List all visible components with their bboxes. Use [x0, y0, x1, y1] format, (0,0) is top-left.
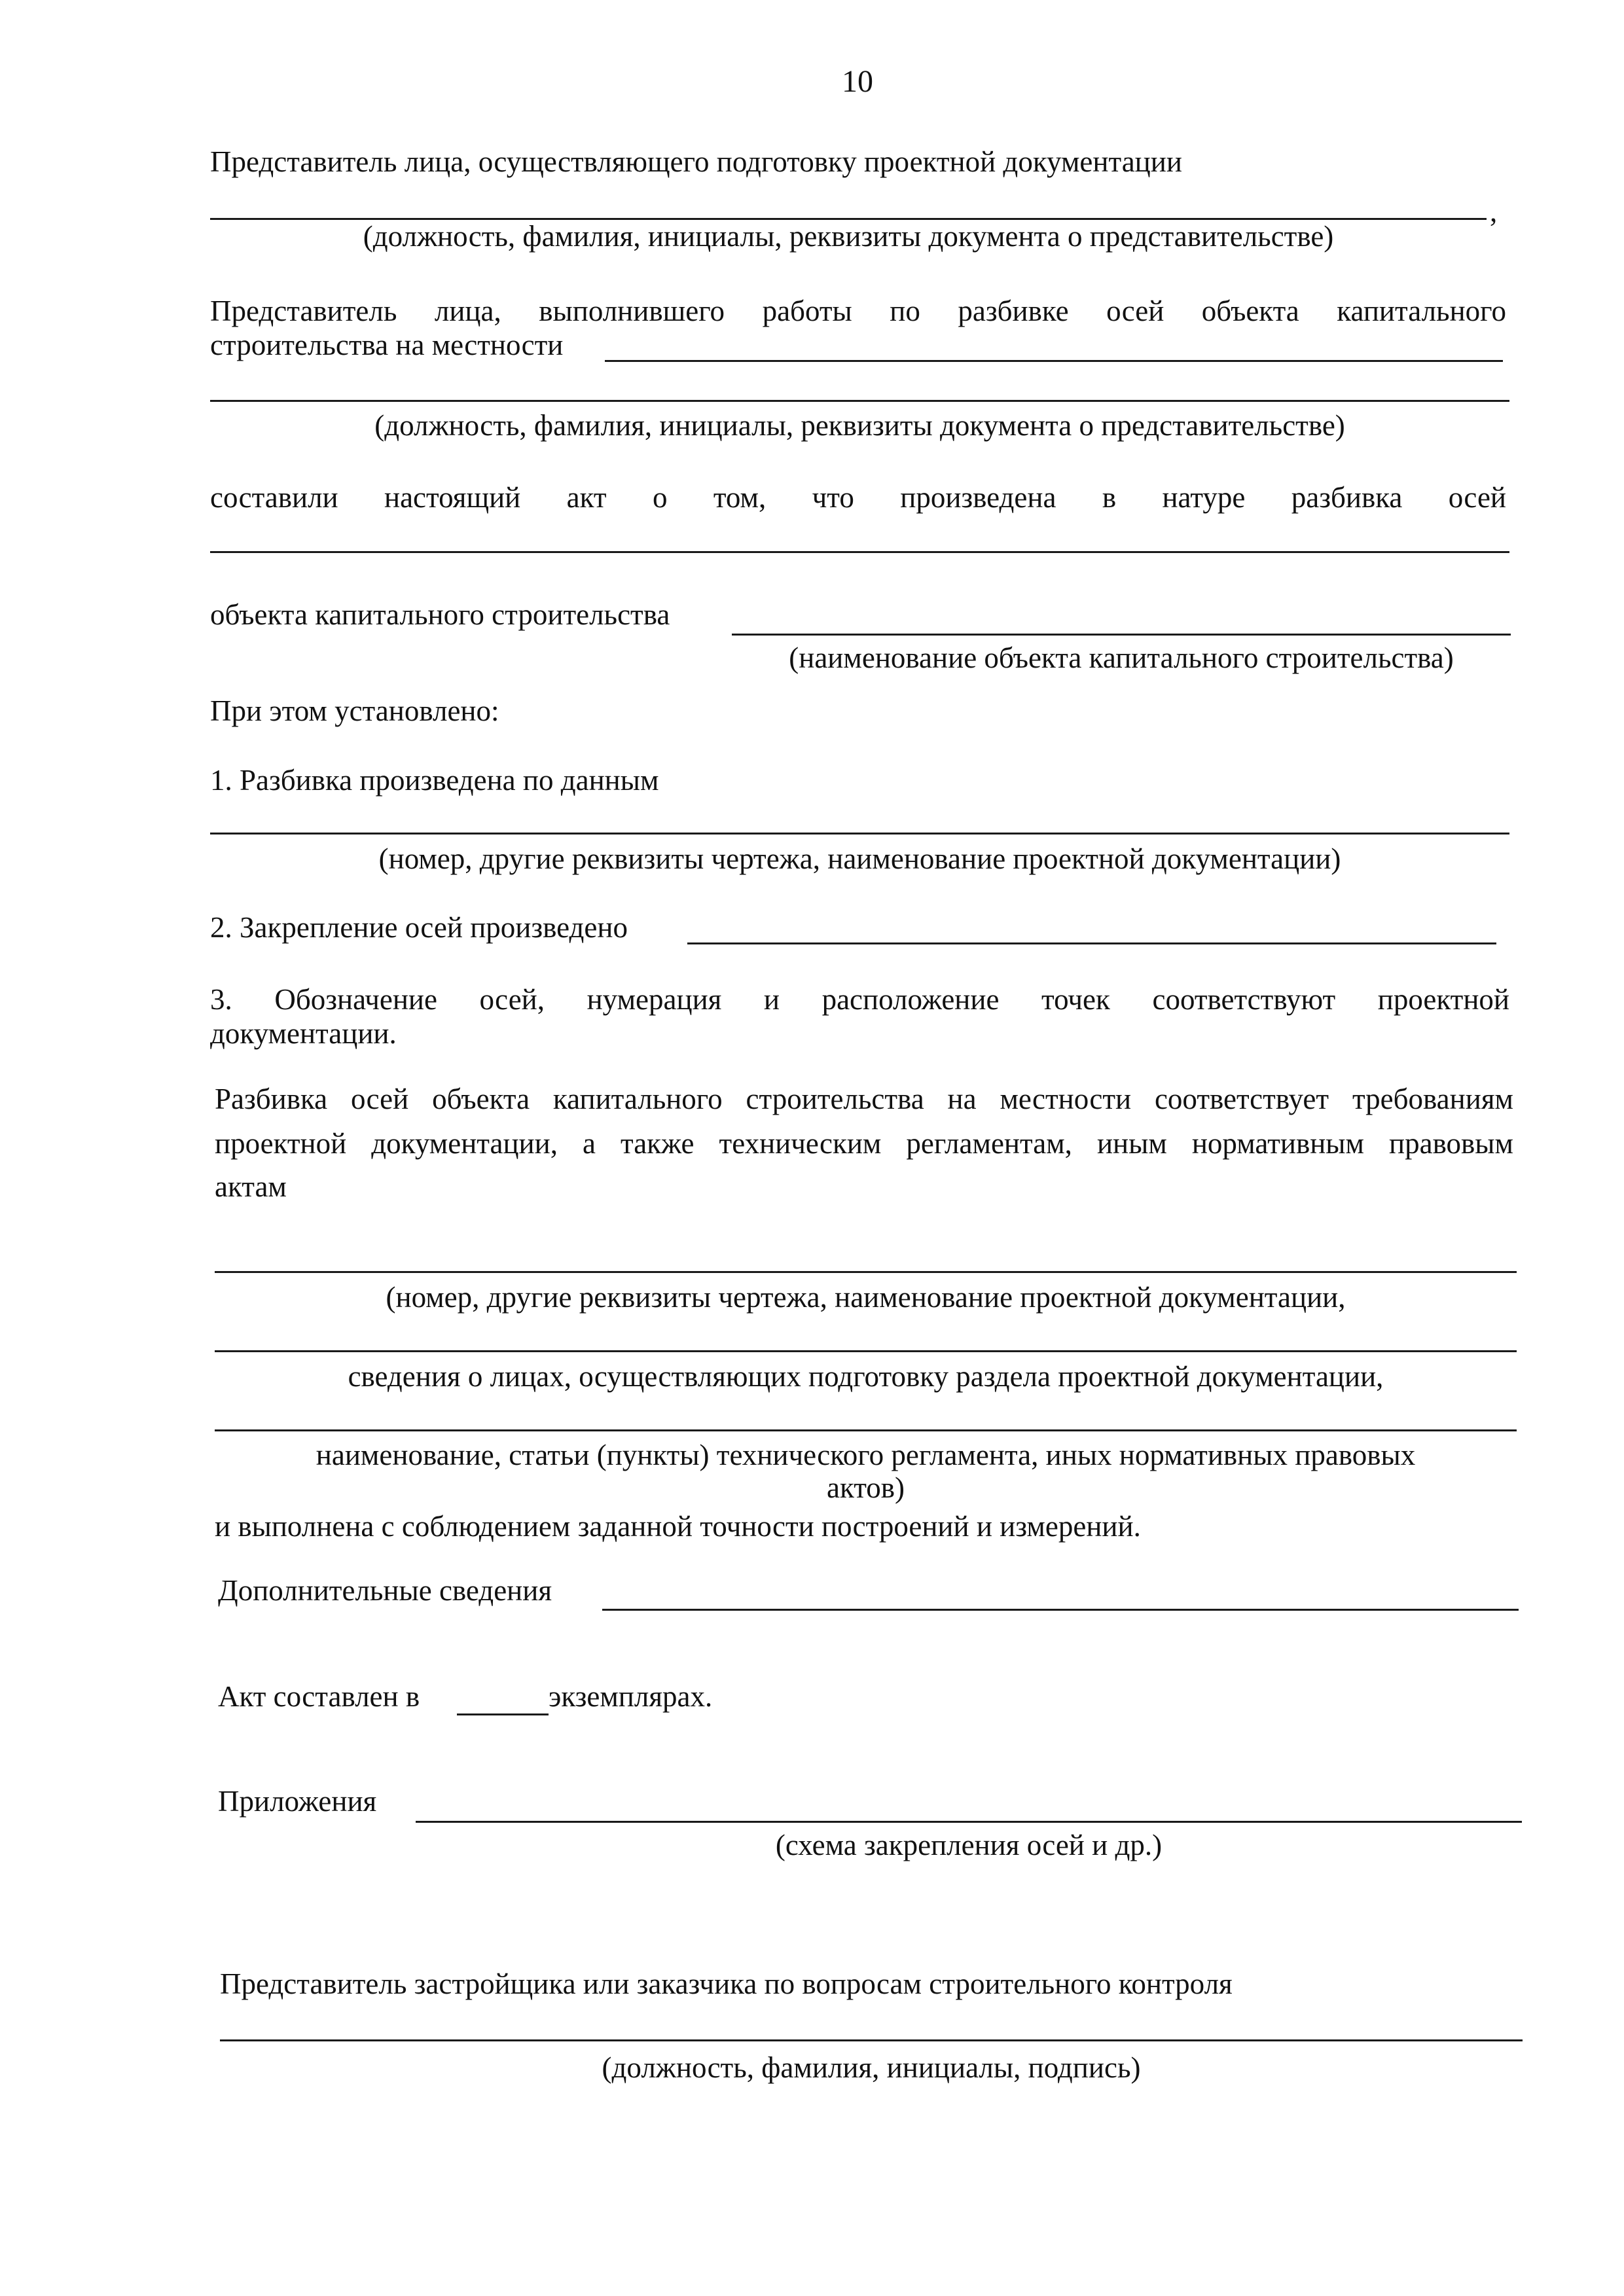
act-word-10: разбивка	[1291, 481, 1403, 514]
customer-rep-caption: (должность, фамилия, инициалы, подпись)	[602, 2051, 1141, 2084]
copies-count-fill-line[interactable]	[457, 1713, 549, 1715]
attachments-fill-line[interactable]	[416, 1821, 1522, 1823]
act-word-4: о	[652, 481, 668, 514]
item2-text: 2. Закрепление осей произведено	[210, 911, 628, 944]
copies-label-before: Акт составлен в	[218, 1680, 420, 1713]
preparer-rep-comma: ,	[1490, 195, 1498, 228]
object-label: объекта капитального строительства	[210, 598, 670, 631]
layout-rep-fill-line-1[interactable]	[605, 360, 1503, 362]
act-word-3: акт	[566, 481, 607, 514]
preparer-rep-title: Представитель лица, осуществляющего подготовку проектной документации	[210, 145, 1182, 178]
compliance-caption-3a: наименование, статьи (пункты) технического регламента, иных нормативных правовых	[316, 1439, 1416, 1471]
act-word-2: настоящий	[384, 481, 521, 514]
additional-info-fill-line[interactable]	[602, 1609, 1519, 1611]
attachments-label: Приложения	[218, 1785, 377, 1818]
compliance-line2: проектной документации, а также техническим регламентам, иным нормативным правовым	[215, 1127, 1513, 1160]
compliance-conclusion: и выполнена с соблюдением заданной точности построений и измерений.	[215, 1510, 1141, 1543]
customer-rep-title: Представитель застройщика или заказчика по вопросам строительного контроля	[220, 1967, 1233, 2000]
item1-text: 1. Разбивка произведена по данным	[210, 764, 659, 797]
act-word-6: что	[812, 481, 854, 514]
copies-label-after: экземплярах.	[549, 1680, 713, 1713]
compliance-fill-line-3[interactable]	[215, 1429, 1517, 1431]
layout-rep-caption: (должность, фамилия, инициалы, реквизиты документа о представительстве)	[374, 409, 1345, 442]
customer-rep-fill-line[interactable]	[220, 2039, 1523, 2041]
compliance-fill-line-1[interactable]	[215, 1271, 1517, 1273]
act-statement-fill-line[interactable]	[210, 551, 1509, 553]
page-number: 10	[842, 64, 873, 99]
compliance-fill-line-2[interactable]	[215, 1350, 1517, 1352]
compliance-caption-1: (номер, другие реквизиты чертежа, наименование проектной документации,	[386, 1281, 1346, 1314]
layout-rep-title-line2: строительства на местности	[210, 329, 564, 361]
item3-line1: 3. Обозначение осей, нумерация и расположение точек соответствуют проектной	[210, 983, 1509, 1016]
compliance-line3: актам	[215, 1170, 287, 1203]
layout-rep-title-line1: Представитель лица, выполнившего работы по разбивке осей объекта капитального	[210, 295, 1506, 327]
act-word-1: составили	[210, 481, 338, 514]
act-word-11: осей	[1448, 481, 1506, 514]
compliance-caption-3b: актов)	[826, 1471, 905, 1504]
established-heading: При этом установлено:	[210, 694, 499, 727]
compliance-caption-2: сведения о лицах, осуществляющих подготовку раздела проектной документации,	[348, 1360, 1384, 1393]
layout-rep-fill-line-2[interactable]	[210, 400, 1509, 402]
act-word-7: произведена	[900, 481, 1056, 514]
item2-fill-line[interactable]	[687, 942, 1496, 944]
act-word-9: натуре	[1162, 481, 1246, 514]
act-word-5: том,	[713, 481, 767, 514]
act-word-8: в	[1102, 481, 1117, 514]
compliance-line1: Разбивка осей объекта капитального строительства на местности соответствует требованиям	[215, 1083, 1513, 1115]
act-statement-line	[210, 480, 1506, 515]
object-name-caption: (наименование объекта капитального строительства)	[789, 641, 1454, 674]
object-name-fill-line[interactable]	[732, 634, 1511, 636]
additional-info-label: Дополнительные сведения	[218, 1574, 552, 1607]
attachments-caption: (схема закрепления осей и др.)	[775, 1829, 1163, 1861]
item1-caption: (номер, другие реквизиты чертежа, наименование проектной документации)	[378, 842, 1341, 875]
preparer-rep-caption: (должность, фамилия, инициалы, реквизиты документа о представительстве)	[363, 220, 1334, 253]
item3-line2: документации.	[210, 1017, 397, 1050]
item1-fill-line[interactable]	[210, 833, 1509, 834]
